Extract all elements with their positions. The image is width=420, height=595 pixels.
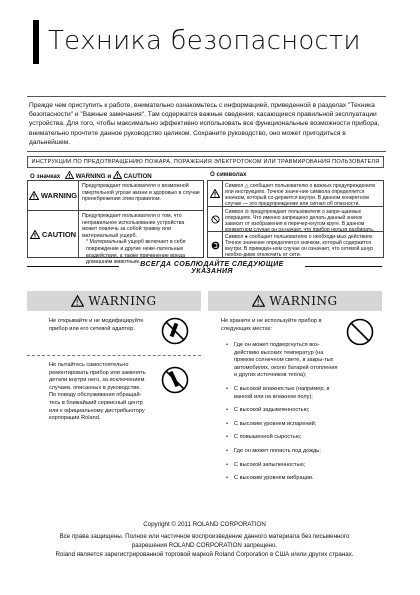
no-disassembly-icon <box>160 315 190 347</box>
signs-heading-prefix: О значках <box>30 173 61 180</box>
alert-symbol-description: Символ △ сообщает пользователю о важных предупреждениях или инструкциях. Точное значе-ние символа определяется значком, который со-держится внутри. В данном конкретном случае — это предупреждение или сигнал об опасности. <box>225 183 376 208</box>
svg-text:!: ! <box>75 298 80 307</box>
prohibited-symbol-description: Символ ⊘ предупреждает пользователя о запре-щаемых операциях. Что именно запрещено делать данный значок зависит от изображения в перечер-кнутом круге. В данном конкретном случае он оз-начает, что прибор нельзя разбирать. <box>225 209 375 234</box>
mandatory-cell <box>208 232 223 258</box>
bullet-item: • Где он может попасть под дождь; <box>226 448 342 456</box>
right-warning-column <box>208 291 382 511</box>
right-item <box>208 311 382 511</box>
bullet-item: • Где он может подвергнуться воз-действию высоких температур (на прямом солнечном свете, в закры-тых автомобилях, около батарей отопления и других источников тепла); <box>226 342 342 380</box>
caution-description-text: Предупреждает пользователя о том, что неправильное использование устройства может повлечь за собой травму или материальный ущерб. <box>82 213 185 239</box>
symbols-row-mandatory <box>208 231 383 258</box>
right-warning-header <box>208 291 382 311</box>
svg-text:!: ! <box>33 232 37 239</box>
svg-text:!: ! <box>32 193 36 200</box>
footer <box>27 520 382 559</box>
warning-triangle-icon <box>29 191 39 200</box>
divider-right <box>305 266 382 267</box>
intro-paragraph: Прежде чем приступить к работе, внимательно ознакомьтесь с информацией, приведенной в разделах "Техника безопасности" и "Важные замечания". Там содержатся важные сведения, касающиеся правильной эксплуатации устройства. Для того, чтобы максимально эффективно использовать все функциональные возможности прибора, внимательно прочтите данное руководство целиком. Сохраните руководство, оно может пригодиться в дальнейшем. <box>27 96 386 152</box>
symbols-table-heading: О символах <box>210 171 247 178</box>
page-title: Техника безопасности <box>48 26 361 56</box>
signs-table-heading <box>30 171 152 180</box>
svg-text:!: ! <box>68 173 71 179</box>
warning-triangle-icon <box>252 295 265 307</box>
location-bullet-list <box>226 342 342 489</box>
title-bar <box>33 20 39 64</box>
warning-label-text: WARNING <box>40 191 78 200</box>
signs-row-caution <box>28 210 203 266</box>
mandatory-symbol-description: Символ ● сообщает пользователю о необходи-мых действиях. Точное значение определяется значком, который содержится внутри. В приведен-ном случае он означает, что сетевой шнур необхо-димо отключить от сети. <box>225 234 374 259</box>
symbols-table <box>207 180 384 258</box>
signs-table <box>27 180 204 266</box>
left-item-1 <box>27 311 201 355</box>
triangle-alert-icon <box>210 189 220 198</box>
prohibited-icon <box>211 215 220 224</box>
right-intro-text: Не храните и не используйте прибор в следующих местах: <box>221 318 322 332</box>
bullet-item: • С высоким уровнем вибрации. <box>226 475 342 483</box>
rights-text: Все права защищены. Полное или частичное воспроизведение данного материала без письменного разрешения ROLAND CORPORATION запрещено. <box>59 533 350 549</box>
signs-heading-and: и <box>107 173 112 180</box>
symbols-row-prohibited <box>208 206 383 232</box>
left-warning-title: WARNING <box>88 294 157 308</box>
caution-label <box>28 211 79 258</box>
left-item-2 <box>27 356 201 466</box>
alert-cell <box>208 181 223 206</box>
right-warning-title: WARNING <box>269 294 338 308</box>
bullet-item: • С высокой задымленностью; <box>226 407 342 415</box>
svg-text:!: ! <box>116 173 119 179</box>
signs-heading-caution: CAUTION <box>123 173 152 180</box>
left-warning-column <box>27 291 201 466</box>
no-bad-location-icon <box>345 316 375 348</box>
always-observe-heading: ВСЕГДА СОБЛЮДАЙТЕ СЛЕДУЮЩИЕ УКАЗАНИЯ <box>140 261 284 275</box>
divider-left <box>27 266 119 267</box>
left-item-1-text: Не открывайте и не модифицируйте прибор или его сетевой адаптер. <box>49 318 144 332</box>
svg-text:!: ! <box>213 191 217 198</box>
warning-description: Предупреждает пользователя о возможной смертельной угрозе жизни и здоровью в случае пренебрежения этим правилом. <box>82 183 200 203</box>
signs-row-warning <box>28 181 203 210</box>
bullet-item: • С высоким уровнем испарений; <box>226 421 342 429</box>
symbols-row-alert <box>208 181 383 206</box>
left-warning-header <box>27 291 201 311</box>
caution-label-text: CAUTION <box>41 230 77 239</box>
left-item-2-text: Не пытайтесь самостоятельно ремонтировать прибор или заменять детали внутри него, за исключением случаев, описанных в руководстве. По поводу обслуживания обращай-тесь в ближайший сервисный центр или к официальному дистрибьютору корпорации Roland. <box>49 362 146 422</box>
svg-text:!: ! <box>256 298 261 307</box>
copyright-text: Copyright © 2011 ROLAND CORPORATION <box>143 521 266 528</box>
mandatory-icon <box>211 241 220 250</box>
warning-label <box>28 181 79 210</box>
warning-triangle-icon <box>65 171 74 179</box>
bullet-item: • С высокой запыленностью; <box>226 462 342 470</box>
bullet-item: • С высокой влажностью (например, в ванной или на влажном полу); <box>226 386 342 401</box>
signs-heading-warning: WARNING <box>75 173 106 180</box>
caution-description <box>82 213 200 266</box>
trademark-text: Roland является зарегистрированной торговой маркой Roland Corporation в США и/или других странах. <box>55 551 354 558</box>
caution-triangle-icon <box>113 171 122 179</box>
warning-triangle-icon <box>71 295 84 307</box>
no-repair-icon <box>160 364 190 396</box>
caution-triangle-icon <box>30 230 40 239</box>
bullet-item: • С повышенной сыростью; <box>226 434 342 442</box>
safety-instructions-banner: ИНСТРУКЦИИ ПО ПРЕДОТВРАЩЕНИЮ ПОЖАРА, ПОРАЖЕНИЯ ЭЛЕКТРОТОКОМ ИЛИ ТРАВМИРОВАНИЯ ПОЛЬЗОВАТЕЛЯ <box>27 156 384 168</box>
caution-note: * Материальный ущерб включает в себя повреждение и другие неже-лательные воздействия, а также причинение вреда домашним животным. <box>86 239 186 266</box>
prohibited-cell <box>208 207 223 232</box>
